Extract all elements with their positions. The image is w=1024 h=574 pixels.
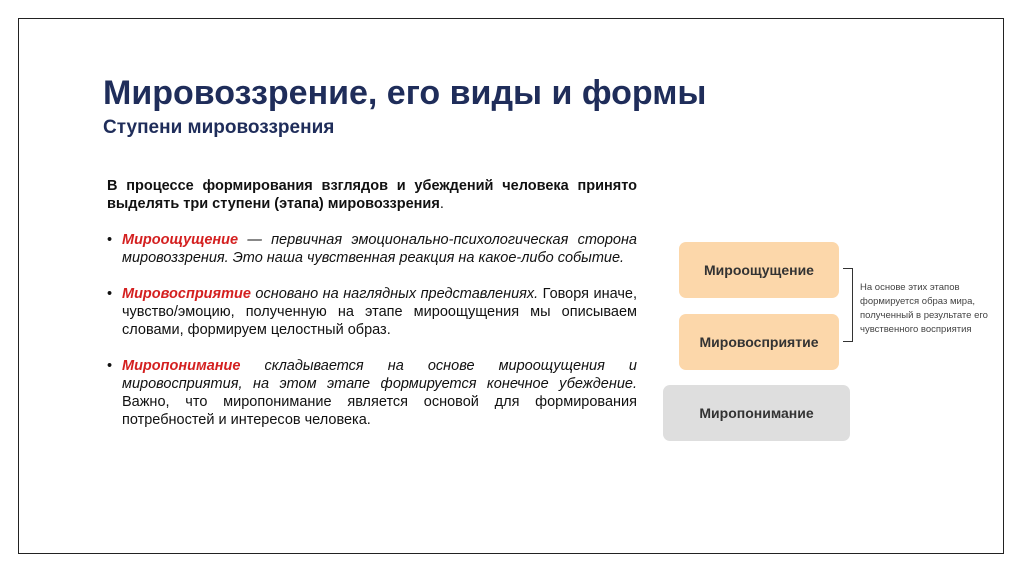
bracket-note: На основе этих этапов формируется образ мира, полученный в результате его чувственного восприятия	[860, 282, 988, 335]
term-understanding: Миропонимание	[122, 358, 241, 374]
bullet-italic-text: складывается на основе мироощущения и мировосприятия, на этом этапе формируется конечное убеждение.	[122, 358, 637, 392]
intro-period: .	[439, 196, 444, 212]
intro-text: В процессе формирования взглядов и убеждений человека принято выделять три ступени (этапа) мировоззрения	[107, 178, 637, 212]
list-item	[107, 285, 637, 339]
term-perception: Мировосприятие	[122, 286, 251, 302]
bracket-connector	[843, 268, 853, 342]
stage-box-perception: Мировосприятие	[679, 314, 839, 370]
stage-box-sensation: Мироощущение	[679, 242, 839, 298]
slide-subtitle: Ступени мировоззрения	[103, 117, 335, 138]
bullet-text: Говоря иначе, чувство/эмоцию, полученную на этапе мироощущения мы описываем словами, формируем целостный образ.	[122, 286, 637, 338]
body-text	[107, 177, 637, 447]
list-item	[107, 231, 637, 267]
intro-paragraph	[107, 177, 637, 213]
bullet-italic-text: основано на наглядных представлениях.	[250, 286, 539, 302]
bullet-text: — первичная эмоционально-психологическая сторона мировоззрения. Это наша чувственная реакция на какое-либо событие.	[122, 232, 637, 266]
term-sensation: Мироощущение	[122, 232, 239, 248]
list-item	[107, 357, 637, 429]
stage-box-understanding: Миропонимание	[663, 385, 850, 441]
stages-list	[107, 231, 637, 429]
bullet-text: Важно, что миропонимание является основой для формирования потребностей и интересов человека.	[122, 394, 637, 428]
slide-title: Мировоззрение, его виды и формы	[103, 74, 707, 112]
